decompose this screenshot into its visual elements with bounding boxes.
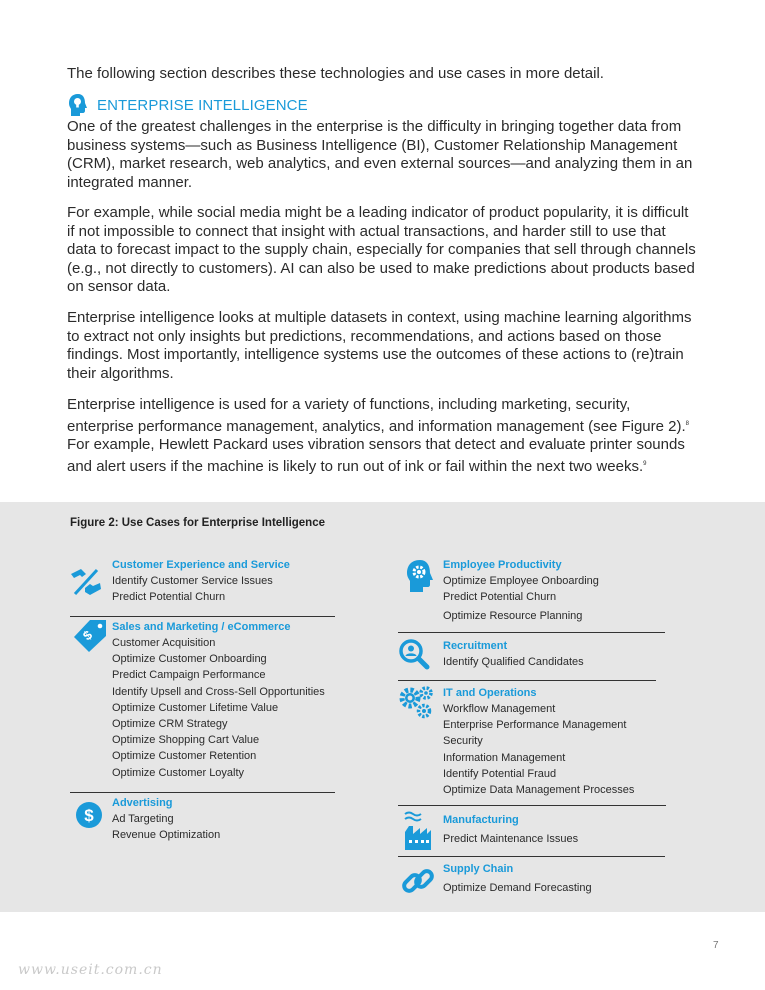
use-case-group-manufacturing xyxy=(443,812,578,847)
use-case-item: Customer Acquisition xyxy=(112,637,216,649)
figure-2 xyxy=(0,502,765,912)
use-case-item: Identify Customer Service Issues xyxy=(112,575,273,587)
price-tag-icon xyxy=(72,618,108,654)
group-divider xyxy=(398,680,656,681)
use-case-item: Optimize CRM Strategy xyxy=(112,718,228,731)
group-heading: IT and Operations xyxy=(443,687,537,699)
use-case-item: Optimize Customer Loyalty xyxy=(112,766,245,779)
use-case-group-sales-marketing xyxy=(112,619,325,781)
use-case-item: Security xyxy=(443,735,483,748)
use-case-item: Predict Potential Churn xyxy=(112,591,226,604)
use-case-item: Identify Potential Fraud xyxy=(443,767,557,780)
group-divider xyxy=(398,805,666,806)
svg-text:$: $ xyxy=(84,806,94,825)
group-divider xyxy=(398,856,665,857)
use-case-item: Predict Maintenance Issues xyxy=(443,833,579,845)
group-heading: Supply Chain xyxy=(443,863,514,875)
use-case-item: Ad Targeting xyxy=(112,813,174,825)
group-heading: Advertising xyxy=(112,797,173,809)
use-case-item: Identify Upsell and Cross-Sell Opportunities xyxy=(112,685,325,698)
watermark: www.useit.com.cn xyxy=(18,962,163,978)
paragraph-4-text xyxy=(67,396,697,476)
svg-text:$: $ xyxy=(79,627,96,644)
paragraph-4 xyxy=(67,396,697,476)
use-case-group-recruitment xyxy=(443,638,584,670)
use-case-item: Optimize Customer Lifetime Value xyxy=(112,701,279,714)
use-case-item: Optimize Customer Onboarding xyxy=(112,653,267,666)
use-case-group-supply-chain xyxy=(443,861,592,896)
magnifier-person-icon xyxy=(398,638,430,670)
section-title: ENTERPRISE INTELLIGENCE xyxy=(97,96,308,114)
paragraph-2-text: For example, while social media might be a leading indicator of product popularity, it is difficult if not impossible to connect that insight with actual transactions, and harder still to use that data to forecast impact to the supply chain, especially for companies that sell through channels (e.g., not directly to customers). AI can also be used to make predictions about products based on sensor data. xyxy=(67,204,696,296)
use-case-group-advertising xyxy=(112,795,220,843)
gears-icon xyxy=(398,685,436,719)
intro-sentence: The following section describes these technologies and use cases in more detail. xyxy=(67,65,604,82)
section-heading xyxy=(67,92,308,118)
use-case-group-customer-experience xyxy=(112,557,290,605)
use-case-item: Identify Qualified Candidates xyxy=(443,656,584,668)
figure-title: Figure 2: Use Cases for Enterprise Intelligence xyxy=(70,517,325,529)
use-case-item: Workflow Management xyxy=(443,703,556,715)
group-divider xyxy=(398,632,665,633)
paragraph-3-text: Enterprise intelligence looks at multiple datasets in context, using machine learning algorithms to extract not only insights but predictions, recommendations, and actions based on those findings. Most importantly, intelligence systems use the outcomes of these actions to (re)train their algorithms. xyxy=(67,309,692,382)
use-case-item: Optimize Demand Forecasting xyxy=(443,882,592,894)
paragraph-3 xyxy=(67,309,697,383)
use-case-item: Optimize Customer Retention xyxy=(112,750,257,763)
use-case-item: Optimize Resource Planning xyxy=(443,610,583,623)
use-case-group-it-operations xyxy=(443,685,634,798)
footnote-8[interactable]: 8 xyxy=(685,420,689,427)
paragraph-2 xyxy=(67,204,697,297)
use-case-item: Information Management xyxy=(443,751,566,764)
customer-service-icon xyxy=(68,564,104,600)
paragraph-1-text: One of the greatest challenges in the enterprise is the difficulty in bringing together data from business systems—such as Business Intelligence (BI), Customer Relationship Management (CRM), market research, web analytics, and even external sources—and analyzing them in an integrated manner. xyxy=(67,118,693,191)
paragraph-4b: For example, Hewlett Packard uses vibration sensors that detect and evaluate printer sounds and alert users if the machine is likely to run out of ink or fail within the next two weeks. xyxy=(67,436,685,475)
chain-link-icon xyxy=(402,865,434,897)
use-case-item: Optimize Shopping Cart Value xyxy=(112,734,260,747)
group-heading: Manufacturing xyxy=(443,814,519,826)
group-heading: Employee Productivity xyxy=(443,559,562,571)
factory-icon xyxy=(403,810,433,852)
use-case-item: Optimize Employee Onboarding xyxy=(443,575,599,587)
use-case-group-employee-productivity xyxy=(443,557,599,625)
page-number: 7 xyxy=(713,940,719,951)
paragraph-4a: Enterprise intelligence is used for a variety of functions, including marketing, security, enterprise performance management, analytics, and information management (see Figure 2). xyxy=(67,396,686,435)
group-heading: Recruitment xyxy=(443,640,508,652)
group-divider xyxy=(70,792,335,793)
use-case-item: Predict Campaign Performance xyxy=(112,669,266,682)
dollar-icon xyxy=(75,801,103,829)
group-heading: Customer Experience and Service xyxy=(112,559,290,571)
group-heading: Sales and Marketing / eCommerce xyxy=(112,621,291,633)
group-divider xyxy=(70,616,335,617)
use-case-item: Enterprise Performance Management xyxy=(443,719,627,732)
use-case-item: Optimize Data Management Processes xyxy=(443,784,635,797)
use-case-item: Predict Potential Churn xyxy=(443,591,557,604)
head-gear-icon xyxy=(403,558,437,594)
head-lightbulb-icon xyxy=(67,93,89,117)
use-case-item: Revenue Optimization xyxy=(112,829,221,842)
footnote-9[interactable]: 9 xyxy=(643,460,647,467)
paragraph-1 xyxy=(67,118,697,192)
